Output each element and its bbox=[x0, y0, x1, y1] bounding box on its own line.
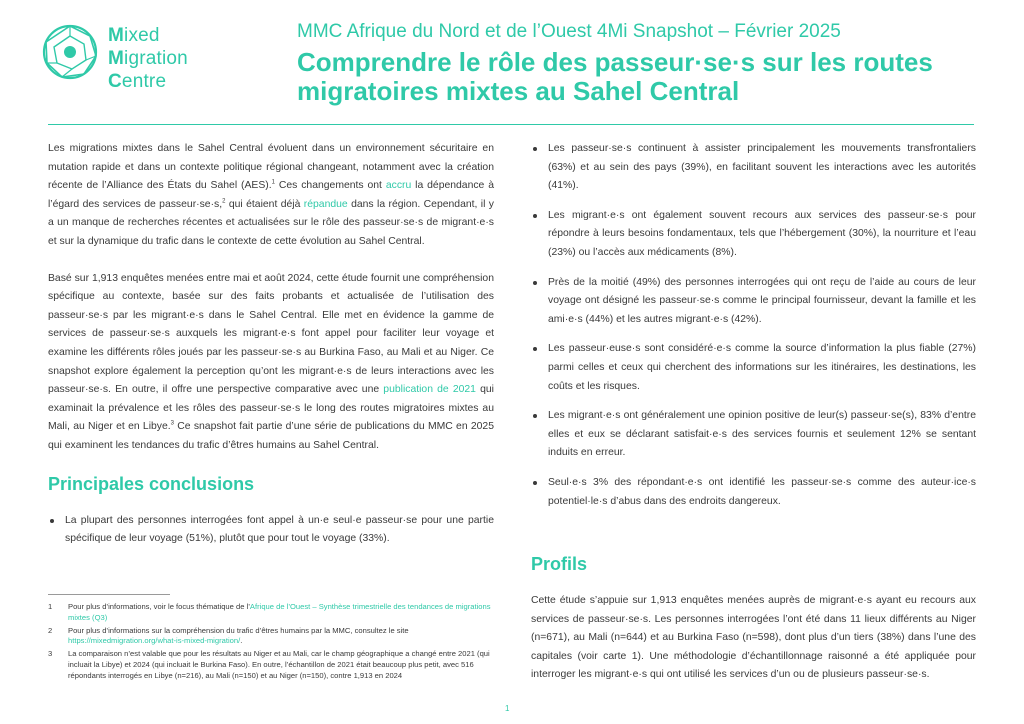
globe-logo-icon bbox=[40, 22, 100, 82]
footnote-1: 1 Pour plus d’informations, voir le focus thématique de l’Afrique de l’Ouest – Synthèse trimestrielle des tendances de migrations mixtes (Q3) bbox=[48, 602, 491, 622]
list-item: Près de la moitié (49%) des personnes interrogées qui ont reçu de l’aide au cours de leur voyage ont désigné les passeur·se·s comme le principal fournisseur, devant la famille et les ami·e·s (44%) et les autres migrant·e·s (42%). bbox=[531, 274, 976, 330]
document-title: Comprendre le rôle des passeur·se·s sur les routes migratoires mixtes au Sahel Central bbox=[297, 47, 933, 106]
footnote-3: 3 La comparaison n’est valable que pour les résultats au Niger et au Mali, car le champ géographique a changé entre 2021 (qui incluait la Libye) et 2024 (qui incluait le Burkina Faso). En outre, l’échantillon de 2021 était beaucoup plus petit, avec 516 répondants interrogés en Libye (n=216), au Mali (n=150) et au Niger (n=150), contre 1,913 en 2024 bbox=[48, 649, 490, 680]
link-accru[interactable]: accru bbox=[385, 180, 412, 192]
footnote-link-synthese[interactable]: Afrique de l’Ouest – Synthèse trimestrielle des tendances de migrations mixtes (Q3) bbox=[68, 602, 491, 622]
document-subtitle: MMC Afrique du Nord et de l’Ouest 4Mi Snapshot – Février 2025 bbox=[297, 21, 841, 42]
bullet-dot bbox=[533, 147, 537, 151]
page-number: 1 bbox=[505, 704, 510, 713]
header-divider bbox=[48, 124, 974, 125]
footnote-link-mmc[interactable]: https://mixedmigration.org/what-is-mixed-migration/ bbox=[68, 636, 241, 646]
footnote-2: 2 Pour plus d’informations sur la compréhension du trafic d’êtres humains par la MMC, consultez le site https://mixedmigration.org/what-is-mixed-migration/. bbox=[48, 625, 409, 646]
profils-heading: Profils bbox=[531, 554, 588, 575]
list-item: Les passeur·euse·s sont considéré·e·s comme la source d’information la plus fiable (27%) parmi celles et ceux qui cherchent des informations sur les itinéraires, les destinations, les coûts et les risques. bbox=[531, 340, 976, 396]
footnotes bbox=[48, 602, 494, 684]
conclusions-list-left bbox=[48, 512, 494, 549]
document-header bbox=[297, 20, 987, 106]
list-item: Les passeur·se·s continuent à assister principalement les mouvements transfrontaliers (63%) et au sein des pays (39%), en facilitant souvent les interactions avec les autorités (41%). bbox=[531, 140, 976, 196]
bullet-dot bbox=[533, 347, 537, 351]
bullet-dot bbox=[533, 481, 537, 485]
intro-paragraph-1: Les migrations mixtes dans le Sahel Central évoluent dans un environnement sécuritaire en mutation rapide et dans un contexte politique régional changeant, notamment avec la création récente de l’Alliance des États du Sahel (AES).$^1$ Ces changements ont accru la dépendance à l’égard des services de passeur·se·s,$^2$ qui étaient déjà répandue dans la région. Cependant, il y a un manque de recherches récentes et actualisées sur le rôle des passeur·se·s de migrant·e·s et sur la dynamique du trafic dans le contexte de cette évolution au Sahel Central. bbox=[48, 143, 495, 247]
link-publication-2021[interactable]: publication de 2021 bbox=[383, 384, 476, 396]
link-repandue[interactable]: répandue bbox=[303, 198, 348, 210]
bullet-dot bbox=[533, 281, 537, 285]
bullet-dot bbox=[533, 214, 537, 218]
intro-paragraph-2: Basé sur 1,913 enquêtes menées entre mai et août 2024, cette étude fournit une compréhension spécifique au contexte, basée sur des faits probants et actualisée de l’utilisation des passeur·se·s par les migrant·e·s dans le Sahel Central. Elle met en évidence la gamme de services de passeur·se·s auxquels les migrant·e·s font appel pour faciliter leur voyage et examine les différents rôles joués par les passeur·se·s au Burkina Faso, au Mali et au Niger. Ce snapshot explore également la perception qu’ont les migrant·e·s de leurs interactions avec les passeur·se·s. En outre, il offre une perspective comparative avec une publication de 2021 qui examinait la prévalence et les rôles des passeur·se·s le long des routes migratoires mixtes au Mali, au Niger et en Libye.$^3$ Ce snapshot fait partie d’une série de publications du MMC en 2025 qui examinent les tendances du trafic d’êtres humains au Sahel Central. bbox=[48, 272, 494, 451]
footnote-divider bbox=[48, 594, 170, 595]
mmc-logo bbox=[40, 22, 220, 98]
bullet-dot bbox=[533, 414, 537, 418]
left-column bbox=[48, 140, 494, 560]
list-item: Seul·e·s 3% des répondant·e·s ont identifié les passeur·se·s comme des auteur·ice·s potentiel·le·s d’abus dans des endroits dangereux. bbox=[531, 474, 976, 511]
list-item: La plupart des personnes interrogées font appel à un·e seul·e passeur·se pour une partie spécifique de leur voyage (51%), plutôt que pour tout le voyage (33%). bbox=[48, 512, 494, 549]
list-item: Les migrant·e·s ont généralement une opinion positive de leur(s) passeur·se(s), 83% d’entre elles et eux se déclarant satisfait·e·s des services fournis et seulement 12% se sentant induits en erreur. bbox=[531, 407, 976, 463]
list-item: Les migrant·e·s ont également souvent recours aux services des passeur·se·s pour répondre à leurs besoins fondamentaux, tels que l’hébergement (30%), la nourriture et l’eau (23%) ou l’accès aux médicaments (8%). bbox=[531, 207, 976, 263]
conclusions-heading: Principales conclusions bbox=[48, 473, 255, 494]
conclusions-list-right bbox=[531, 140, 976, 511]
logo-wordmark: Mixed Migration Centre bbox=[108, 25, 188, 92]
profils-paragraph: Cette étude s’appuie sur 1,913 enquêtes menées auprès de migrant·e·s ayant eu recours aux services de passeur·se·s. Les personnes interrogées l’ont été dans 11 lieux différents au Niger (n=671), au Mali (n=644) et au Burkina Faso (n=598), dont plus d’un tiers (38%) dans l’une des capitales (voir carte 1). Une méthodologie d’échantillonnage raisonné a été appliquée pour interroger les migrant·e·s qui ont utilisé les services d’un ou de plusieurs passeur·se·s. bbox=[531, 595, 976, 681]
right-column bbox=[531, 140, 976, 685]
bullet-dot bbox=[50, 519, 54, 523]
